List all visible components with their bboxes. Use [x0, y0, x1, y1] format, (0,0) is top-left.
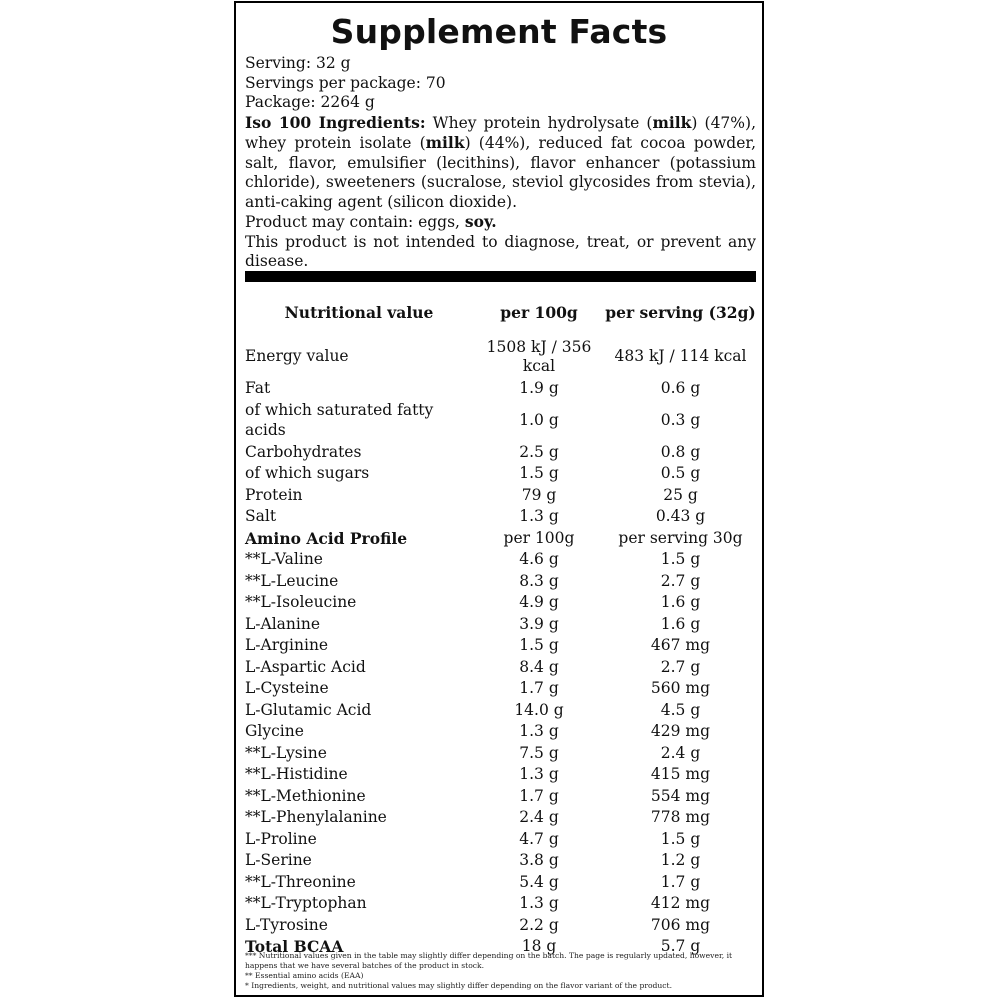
value-per-100g: 2.5 g	[519, 442, 559, 461]
nutrient-name: Glycine	[245, 722, 304, 740]
may-contain	[245, 212, 756, 233]
table-row	[245, 614, 756, 636]
product-info	[245, 54, 756, 272]
table-row	[245, 592, 756, 614]
nutrient-name: of which saturated fatty acids	[245, 401, 434, 439]
value-per-serving: 429 mg	[650, 722, 711, 740]
table-row	[245, 807, 756, 829]
nutrient-name: Carbohydrates	[245, 442, 362, 461]
value-per-serving: 1.5 g	[660, 829, 701, 848]
footnote: ** Essential amino acids (EAA)	[245, 971, 364, 980]
table-row	[245, 506, 756, 528]
footnote: * Ingredients, weight, and nutritional values may slightly differ depending on the flavor variant of the product.	[245, 981, 672, 990]
value-per-serving: 554 mg	[650, 786, 711, 805]
value-per-100g: 4.7 g	[519, 829, 559, 848]
value-per-100g: 8.3 g	[519, 571, 559, 590]
ingredients-label: Iso 100 Ingredients:	[245, 112, 426, 132]
table-row	[245, 442, 756, 464]
value-per-serving: 412 mg	[650, 894, 711, 912]
value-per-serving: 778 mg	[650, 808, 711, 826]
nutrient-name: **L-Threonine	[245, 872, 356, 891]
value-per-100g: 1508 kJ / 356 kcal	[486, 337, 592, 375]
divider-bar	[245, 271, 756, 282]
package-weight: Package: 2264 g	[245, 93, 375, 111]
value-per-100g: 8.4 g	[519, 657, 559, 676]
value-per-serving: 483 kJ / 114 kcal	[614, 347, 747, 366]
value-per-100g: 7.5 g	[519, 743, 559, 762]
value-per-serving: 0.3 g	[660, 410, 701, 429]
value-per-serving: 0.6 g	[660, 379, 701, 397]
nutrient-name: **L-Leucine	[245, 571, 339, 590]
table-row	[245, 893, 756, 915]
allergen-soy: soy.	[464, 212, 497, 231]
nutrient-name: Amino Acid Profile	[245, 528, 408, 548]
nutrient-name: L-Glutamic Acid	[245, 700, 372, 719]
table-row	[245, 678, 756, 700]
value-per-100g: 4.6 g	[519, 550, 559, 568]
table-row	[245, 635, 756, 657]
nutrient-name: L-Aspartic Acid	[245, 657, 366, 676]
footnote: *** Nutritional values given in the table may slightly differ depending on the batch. The page is regularly updated, however, it happens that we have several batches of the product in stock.	[245, 951, 733, 970]
nutrient-name: Salt	[245, 507, 277, 525]
nutrient-name: **L-Histidine	[245, 765, 348, 783]
value-per-100g: 1.3 g	[519, 894, 559, 912]
value-per-100g: 79 g	[521, 485, 557, 504]
column-header: Nutritional value	[284, 303, 434, 323]
nutrient-name: Total BCAA	[245, 937, 344, 956]
value-per-100g: per 100g	[503, 528, 575, 547]
servings-per-package: Servings per package: 70	[245, 73, 446, 92]
nutrient-name: Fat	[245, 379, 271, 397]
value-per-100g: 14.0 g	[514, 700, 564, 719]
nutrient-name: of which sugars	[245, 464, 370, 482]
nutrient-name: L-Alanine	[245, 614, 321, 633]
nutrient-name: Energy value	[245, 347, 349, 366]
nutrient-name: Protein	[245, 485, 303, 504]
nutrient-name: **L-Lysine	[245, 743, 327, 762]
nutrient-name: L-Proline	[245, 829, 317, 848]
value-per-serving: 1.6 g	[660, 614, 701, 633]
value-per-100g: 18 g	[521, 937, 557, 955]
column-header: per serving (32g)	[605, 303, 756, 323]
value-per-100g: 1.7 g	[519, 786, 559, 805]
table-row	[245, 786, 756, 808]
table-row	[245, 400, 756, 442]
value-per-100g: 3.8 g	[519, 851, 559, 869]
nutrient-name: **L-Phenylalanine	[245, 808, 387, 826]
ingredients-text: ) (44%), reduced fat cocoa powder, salt, flavor, emulsifier (lecithins), flavor enhancer (potassium chloride), sweeteners (sucralose, steviol glycosides from stevia), anti-caking agent (silicon dioxide).	[245, 134, 757, 211]
value-per-100g: 4.9 g	[519, 593, 559, 611]
nutrient-name: L-Cysteine	[245, 679, 329, 697]
table-header-row	[245, 290, 756, 336]
value-per-serving: 1.7 g	[660, 872, 701, 891]
value-per-100g: 1.3 g	[519, 507, 559, 525]
value-per-100g: 5.4 g	[519, 872, 559, 891]
value-per-100g: 1.3 g	[519, 722, 559, 740]
value-per-100g: 1.9 g	[519, 379, 559, 397]
table-row	[245, 764, 756, 786]
nutrient-name: **L-Valine	[245, 550, 323, 568]
table-row	[245, 528, 756, 550]
value-per-100g: 1.0 g	[519, 410, 559, 429]
value-per-100g: 3.9 g	[519, 614, 559, 633]
value-per-serving: 2.7 g	[660, 657, 701, 676]
table-row	[245, 743, 756, 765]
page-title: Supplement Facts	[330, 12, 668, 51]
value-per-serving: 706 mg	[650, 915, 711, 934]
value-per-serving: 1.2 g	[660, 851, 701, 869]
value-per-100g: 2.2 g	[519, 915, 559, 934]
may-contain-text: Product may contain: eggs,	[245, 213, 465, 231]
value-per-serving: 2.4 g	[660, 743, 701, 762]
nutrient-name: L-Tyrosine	[245, 915, 328, 934]
nutrition-table	[245, 290, 756, 958]
ingredients-paragraph	[245, 113, 756, 213]
table-row	[245, 485, 756, 507]
value-per-serving: 1.6 g	[660, 593, 701, 611]
value-per-serving: 25 g	[663, 485, 698, 504]
supplement-facts-panel	[234, 1, 764, 997]
ingredients-text: ) (47%), whey protein isolate (	[245, 113, 756, 152]
value-per-serving: 560 mg	[650, 679, 711, 697]
allergen-milk: milk	[652, 112, 692, 132]
table-row	[245, 829, 756, 851]
value-per-100g: 1.5 g	[519, 636, 559, 654]
table-row	[245, 549, 756, 571]
value-per-serving: 415 mg	[650, 765, 711, 783]
nutrient-name: **L-Isoleucine	[245, 593, 357, 611]
value-per-100g: 1.7 g	[519, 679, 559, 697]
value-per-serving: 1.5 g	[660, 550, 701, 568]
value-per-serving: 0.8 g	[660, 442, 701, 461]
value-per-100g: 1.5 g	[519, 464, 559, 482]
table-row	[245, 657, 756, 679]
nutrient-name: L-Arginine	[245, 636, 329, 654]
value-per-serving: 4.5 g	[660, 700, 701, 719]
column-header: per 100g	[500, 303, 578, 323]
table-row	[245, 850, 756, 872]
nutrient-name: **L-Tryptophan	[245, 894, 367, 912]
allergen-milk: milk	[425, 133, 465, 152]
value-per-serving: 0.5 g	[660, 464, 701, 482]
value-per-serving: 2.7 g	[660, 571, 701, 590]
table-row	[245, 915, 756, 937]
disclaimer: This product is not intended to diagnose, treat, or prevent any disease.	[245, 232, 756, 270]
value-per-100g: 2.4 g	[519, 808, 559, 826]
value-per-serving: per serving 30g	[618, 528, 743, 547]
serving-size: Serving: 32 g	[245, 54, 351, 72]
table-row	[245, 872, 756, 894]
table-row	[245, 721, 756, 743]
ingredients-text: Whey protein hydrolysate (	[425, 113, 653, 132]
table-row	[245, 336, 756, 378]
value-per-serving: 5.7 g	[660, 937, 701, 955]
value-per-100g: 1.3 g	[519, 765, 559, 783]
table-row	[245, 700, 756, 722]
table-row	[245, 378, 756, 400]
nutrient-name: L-Serine	[245, 851, 312, 869]
value-per-serving: 0.43 g	[655, 507, 706, 525]
nutrient-name: **L-Methionine	[245, 786, 366, 805]
footnotes	[245, 951, 760, 991]
table-row	[245, 571, 756, 593]
table-row	[245, 463, 756, 485]
value-per-serving: 467 mg	[650, 636, 711, 654]
